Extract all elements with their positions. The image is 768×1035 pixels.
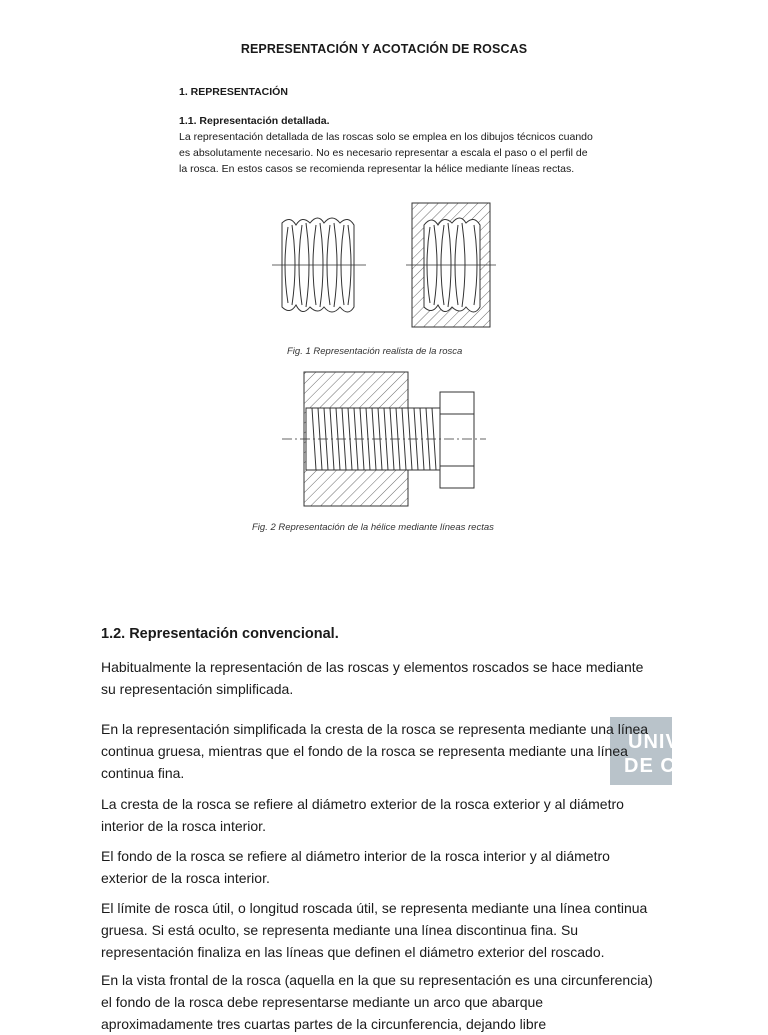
paragraph-fondo (101, 845, 669, 889)
text-line: interior de la rosca interior. (101, 818, 266, 834)
figure-2-helix-straight-lines (280, 368, 490, 510)
paragraph-detallada (179, 129, 599, 177)
text-line: continua gruesa, mientras que el fondo de la rosca se representa mediante una línea (101, 743, 628, 759)
watermark-text: DE CA (624, 755, 692, 777)
text-line: su representación simplificada. (101, 681, 294, 697)
text-line: Habitualmente la representación de las roscas y elementos roscados se hace mediante (101, 659, 644, 675)
text-line: La representación detallada de las roscas solo se emplea en los dibujos técnicos cuando (179, 131, 593, 143)
sectioned-thread-drawing (406, 203, 496, 327)
text-line: es absolutamente necesario. No es necesario representar a escala el paso o el perfil de (179, 147, 588, 159)
text-line: La cresta de la rosca se refiere al diámetro exterior de la rosca exterior y al diámetro (101, 796, 624, 812)
paragraph-simplificada (101, 718, 669, 784)
paragraph-limite (101, 897, 669, 963)
text-line: El fondo de la rosca se refiere al diámetro interior de la rosca interior y al diámetro (101, 848, 610, 864)
text-line: gruesa. Si está oculto, se representa mediante una línea discontinua fina. Su (101, 922, 579, 938)
paragraph-vista-frontal (101, 969, 669, 1035)
text-line: En la vista frontal de la rosca (aquella en la que su representación es una circunferencia) (101, 972, 653, 988)
text-line: representación finaliza en las líneas que definen el diámetro exterior del roscado. (101, 944, 605, 960)
document-title: REPRESENTACIÓN Y ACOTACIÓN DE ROSCAS (240, 42, 528, 56)
bolt-head (440, 392, 474, 488)
watermark-text: UNIV (628, 731, 680, 753)
text-line: En la representación simplificada la cresta de la rosca se representa mediante una línea (101, 721, 649, 737)
paragraph-cresta (101, 793, 669, 837)
figure-2-caption: Fig. 2 Representación de la hélice mediante líneas rectas (252, 522, 494, 533)
text-line: El límite de rosca útil, o longitud roscada útil, se representa mediante una línea continua (101, 900, 648, 916)
external-thread-drawing (272, 218, 366, 312)
text-line: el fondo de la rosca debe representarse mediante un arco que abarque (101, 994, 544, 1010)
subsection-heading-convencional: 1.2. Representación convencional. (101, 626, 339, 642)
figure-1-caption: Fig. 1 Representación realista de la rosca (287, 346, 463, 357)
text-line: aproximadamente tres cuartas partes de la circunferencia, dejando libre (101, 1016, 547, 1032)
subsection-heading-detallada: 1.1. Representación detallada. (179, 115, 330, 127)
paragraph-habitualmente (101, 656, 669, 700)
text-line: exterior de la rosca interior. (101, 870, 270, 886)
section-heading-representacion: 1. REPRESENTACIÓN (179, 86, 288, 98)
text-line: la rosca. En estos casos se recomienda representar la hélice mediante líneas rectas. (179, 163, 575, 175)
text-line: continua fina. (101, 765, 185, 781)
figure-1-realistic-thread (268, 195, 500, 335)
